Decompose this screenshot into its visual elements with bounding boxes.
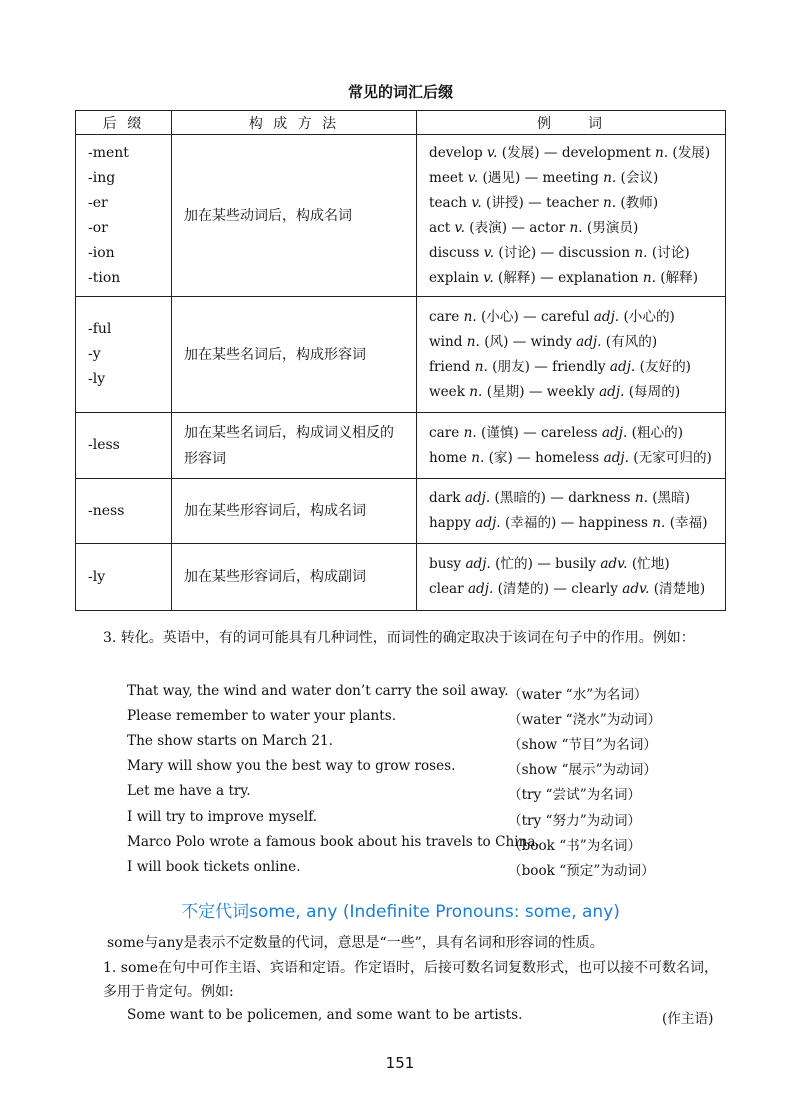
- derived-word: meeting: [542, 169, 599, 186]
- part-of-speech: n.: [603, 169, 617, 186]
- meaning: (友好的): [639, 358, 691, 375]
- header-method: 构 成 方 法: [172, 111, 417, 135]
- section-point-1: [75, 956, 726, 1004]
- meaning: (幸福的): [504, 515, 557, 531]
- suffix-item: -ment: [88, 144, 129, 161]
- example-sentence: Let me have a try.: [127, 783, 251, 800]
- example-word: meet: [429, 169, 464, 186]
- derived-word: friendly: [552, 358, 606, 375]
- example-line: meet v. (遇见) — meeting n. (会议): [429, 169, 659, 186]
- derived-word: busily: [555, 556, 596, 572]
- meaning: (家): [488, 449, 513, 466]
- header-examples: 例 词: [417, 111, 726, 135]
- derived-word: teacher: [546, 194, 599, 211]
- conversion-example: [127, 683, 727, 708]
- suffix-cell: [76, 297, 172, 413]
- example-line: explain v. (解释) — explanation n. (解释): [429, 269, 699, 286]
- meaning: (无家可归的): [633, 449, 712, 466]
- example-sentence: Mary will show you the best way to grow roses.: [127, 758, 456, 775]
- conversion-example: [127, 809, 727, 834]
- section-example-note: (作主语): [662, 1011, 714, 1027]
- example-word: dark: [429, 490, 461, 506]
- header-suffix: 后 缀: [76, 111, 172, 135]
- meaning: (清楚的): [497, 581, 549, 597]
- part-of-speech: adj.: [603, 449, 629, 466]
- part-of-speech: adj.: [599, 383, 625, 400]
- example-line: develop v. (发展) — development n. (发展): [429, 144, 711, 161]
- part-of-speech: n.: [463, 308, 477, 325]
- example-word: care: [429, 424, 460, 441]
- part-of-speech: n.: [634, 490, 648, 506]
- suffix-item: -ing: [88, 169, 116, 186]
- suffix-table: [75, 110, 726, 611]
- part-of-speech: v.: [467, 169, 479, 186]
- meaning: (男演员): [586, 219, 639, 236]
- example-word: clear: [429, 581, 464, 597]
- derived-word: darkness: [568, 490, 631, 506]
- example-sentence: I will try to improve myself.: [127, 808, 318, 825]
- example-note: （show “展示”为动词）: [508, 762, 657, 779]
- example-note: （show “节目”为名词）: [508, 737, 657, 754]
- example-sentence: That way, the wind and water don’t carry the soil away.: [127, 683, 509, 699]
- example-note: （try “尝试”为名词）: [508, 787, 642, 804]
- example-line: home n. (家) — homeless adj. (无家可归的): [429, 449, 712, 466]
- meaning: (有风的): [605, 333, 658, 350]
- meaning: (谨慎): [481, 424, 519, 441]
- example-note: （water “水”为名词）: [508, 687, 648, 703]
- example-word: explain: [429, 269, 479, 286]
- suffix-item: -ness: [88, 502, 125, 519]
- example-sentence: I will book tickets online.: [127, 858, 301, 875]
- meaning: (忙的): [495, 556, 533, 572]
- meaning: (解释): [498, 269, 536, 286]
- derived-word: weekly: [546, 383, 595, 400]
- derived-word: explanation: [558, 269, 639, 286]
- example-line: wind n. (风) — windy adj. (有风的): [429, 333, 658, 350]
- example-word: act: [429, 219, 451, 236]
- example-line: care n. (小心) — careful adj. (小心的): [429, 308, 675, 325]
- suffix-cell: [76, 135, 172, 297]
- derived-word: happiness: [578, 515, 648, 531]
- method-cell: 加在某些名词后，构成词义相反的形容词: [172, 413, 417, 479]
- meaning: (表演): [469, 219, 508, 236]
- method-cell: 加在某些动词后，构成名词: [172, 135, 417, 297]
- part-of-speech: n.: [471, 449, 485, 466]
- meaning: (粗心的): [631, 424, 684, 441]
- example-note: （book “预定”为动词）: [508, 862, 655, 879]
- meaning: (黑暗的): [494, 490, 546, 506]
- example-word: wind: [429, 333, 463, 350]
- method-cell: 加在某些形容词后，构成名词: [172, 479, 417, 544]
- suffix-cell: [76, 413, 172, 479]
- suffix-item: -less: [88, 437, 120, 453]
- part-of-speech: n.: [474, 358, 488, 375]
- example-word: busy: [429, 556, 462, 572]
- meaning: (清楚地): [653, 581, 706, 597]
- meaning: (忙地): [631, 556, 670, 572]
- suffix-item: -y: [88, 346, 101, 362]
- suffix-cell: [76, 479, 172, 544]
- meaning: (风): [484, 333, 509, 350]
- table-title: 常见的词汇后缀: [347, 83, 453, 101]
- example-cell: [417, 297, 726, 413]
- meaning: (教师): [620, 194, 659, 211]
- example-line: friend n. (朋友) — friendly adj. (友好的): [429, 358, 691, 375]
- meaning: (会议): [620, 169, 659, 186]
- example-line: discuss v. (讨论) — discussion n. (讨论): [429, 244, 690, 261]
- example-word: care: [429, 308, 460, 325]
- meaning: (幸福): [669, 515, 708, 531]
- part-of-speech: v.: [487, 144, 498, 161]
- example-cell: [417, 135, 726, 297]
- example-word: home: [429, 449, 467, 466]
- suffix-item: -ly: [88, 371, 106, 387]
- suffix-item: -ly: [88, 568, 106, 585]
- part-of-speech: n.: [469, 383, 483, 400]
- part-of-speech: adj.: [465, 556, 491, 572]
- example-word: discuss: [429, 244, 480, 261]
- suffix-item: -or: [88, 219, 108, 236]
- part-of-speech: adj.: [467, 581, 494, 597]
- example-word: teach: [429, 194, 467, 211]
- page-number: 151: [385, 1054, 415, 1072]
- table-row: [76, 297, 726, 413]
- example-line: busy adj. (忙的) — busily adv. (忙地): [429, 556, 670, 572]
- section-title: 不定代词some, any (Indefinite Pronouns: some, any): [181, 902, 620, 922]
- conversion-intro: [75, 626, 726, 650]
- suffix-item: -er: [88, 194, 108, 211]
- example-word: happy: [429, 515, 471, 531]
- example-word: develop: [429, 144, 483, 161]
- suffix-cell: [76, 544, 172, 611]
- part-of-speech: v.: [471, 194, 482, 211]
- example-cell: [417, 479, 726, 544]
- meaning: (每周的): [628, 383, 681, 400]
- example-sentence: The show starts on March 21.: [127, 733, 333, 750]
- example-line: teach v. (讲授) — teacher n. (教师): [429, 194, 659, 211]
- part-of-speech: adj.: [576, 333, 602, 350]
- derived-word: discussion: [558, 244, 631, 261]
- conversion-example: [127, 733, 727, 758]
- example-line: clear adj. (清楚的) — clearly adv. (清楚地): [429, 581, 706, 597]
- part-of-speech: adj.: [609, 358, 636, 375]
- example-line: dark adj. (黑暗的) — darkness n. (黑暗): [429, 490, 691, 506]
- meaning: (小心的): [623, 308, 675, 325]
- suffix-item: -ful: [88, 321, 112, 337]
- section-intro: some与any是表示不定数量的代词，意思是“一些”，具有名词和形容词的性质。: [107, 935, 604, 951]
- example-note: （water “浇水”为动词）: [508, 712, 662, 729]
- part-of-speech: v.: [483, 244, 495, 261]
- section-example: Some want to be policemen, and some want to be artists.: [127, 1007, 523, 1023]
- example-line: act v. (表演) — actor n. (男演员): [429, 219, 639, 236]
- table-row: [76, 413, 726, 479]
- example-note: （book “书”为名词）: [508, 837, 642, 854]
- part-of-speech: n.: [655, 144, 669, 161]
- meaning: (发展): [501, 144, 540, 161]
- part-of-speech: v.: [454, 219, 465, 236]
- part-of-speech: n.: [463, 424, 477, 441]
- part-of-speech: n.: [652, 515, 666, 531]
- example-line: care n. (谨慎) — careless adj. (粗心的): [429, 424, 684, 441]
- derived-word: careful: [541, 308, 590, 325]
- meaning: (讲授): [486, 194, 524, 211]
- table-row: [76, 135, 726, 297]
- method-cell: 加在某些名词后，构成形容词: [172, 297, 417, 413]
- conversion-example: [127, 758, 727, 783]
- part-of-speech: adv.: [622, 581, 650, 597]
- example-sentence: Marco Polo wrote a famous book about his travels to China.: [127, 833, 540, 850]
- meaning: (讨论): [651, 244, 690, 261]
- part-of-speech: n.: [466, 333, 480, 350]
- example-word: week: [429, 383, 465, 400]
- example-note: （try “努力”为动词）: [508, 812, 642, 829]
- table-row: [76, 479, 726, 544]
- derived-word: development: [561, 144, 651, 161]
- conversion-example: [127, 834, 727, 859]
- derived-word: windy: [530, 333, 572, 350]
- part-of-speech: n.: [634, 244, 648, 261]
- derived-word: clearly: [571, 581, 618, 597]
- example-cell: [417, 413, 726, 479]
- part-of-speech: adj.: [601, 424, 628, 441]
- part-of-speech: v.: [483, 269, 494, 286]
- table-header-row: [76, 111, 726, 135]
- meaning: (讨论): [498, 244, 537, 261]
- example-line: happy adj. (幸福的) — happiness n. (幸福): [429, 515, 708, 531]
- part-of-speech: adj.: [593, 308, 620, 325]
- example-word: friend: [429, 358, 471, 375]
- meaning: (黑暗): [652, 490, 691, 506]
- meaning: (小心): [481, 308, 519, 325]
- part-of-speech: adj.: [464, 490, 491, 506]
- conversion-example: [127, 783, 727, 808]
- derived-word: careless: [541, 424, 598, 441]
- meaning: (发展): [672, 144, 711, 161]
- suffix-item: -ion: [88, 244, 115, 261]
- derived-word: actor: [529, 219, 566, 236]
- part-of-speech: n.: [569, 219, 583, 236]
- example-line: week n. (星期) — weekly adj. (每周的): [429, 383, 681, 400]
- part-of-speech: adv.: [600, 556, 628, 572]
- derived-word: homeless: [535, 449, 600, 466]
- meaning: (解释): [660, 269, 699, 286]
- meaning: (遇见): [482, 169, 521, 186]
- example-cell: [417, 544, 726, 611]
- part-of-speech: n.: [642, 269, 656, 286]
- table-row: [76, 544, 726, 611]
- part-of-speech: n.: [602, 194, 617, 211]
- conversion-example: [127, 708, 727, 733]
- conversion-intro-text: 3. 转化。英语中，有的词可能具有几种词性，而词性的确定取决于该词在句子中的作用。例如：: [103, 630, 695, 646]
- section-point-1-text: 1. some在句中可作主语、宾语和定语。作定语时，后接可数名词复数形式，也可以接不可数名词，多用于肯定句。例如:: [103, 960, 718, 1000]
- meaning: (星期): [486, 383, 525, 400]
- conversion-example: [127, 859, 727, 884]
- part-of-speech: adj.: [475, 515, 501, 531]
- suffix-item: -tion: [88, 269, 121, 286]
- example-sentence: Please remember to water your plants.: [127, 708, 397, 725]
- meaning: (朋友): [492, 358, 530, 375]
- method-cell: 加在某些形容词后，构成副词: [172, 544, 417, 611]
